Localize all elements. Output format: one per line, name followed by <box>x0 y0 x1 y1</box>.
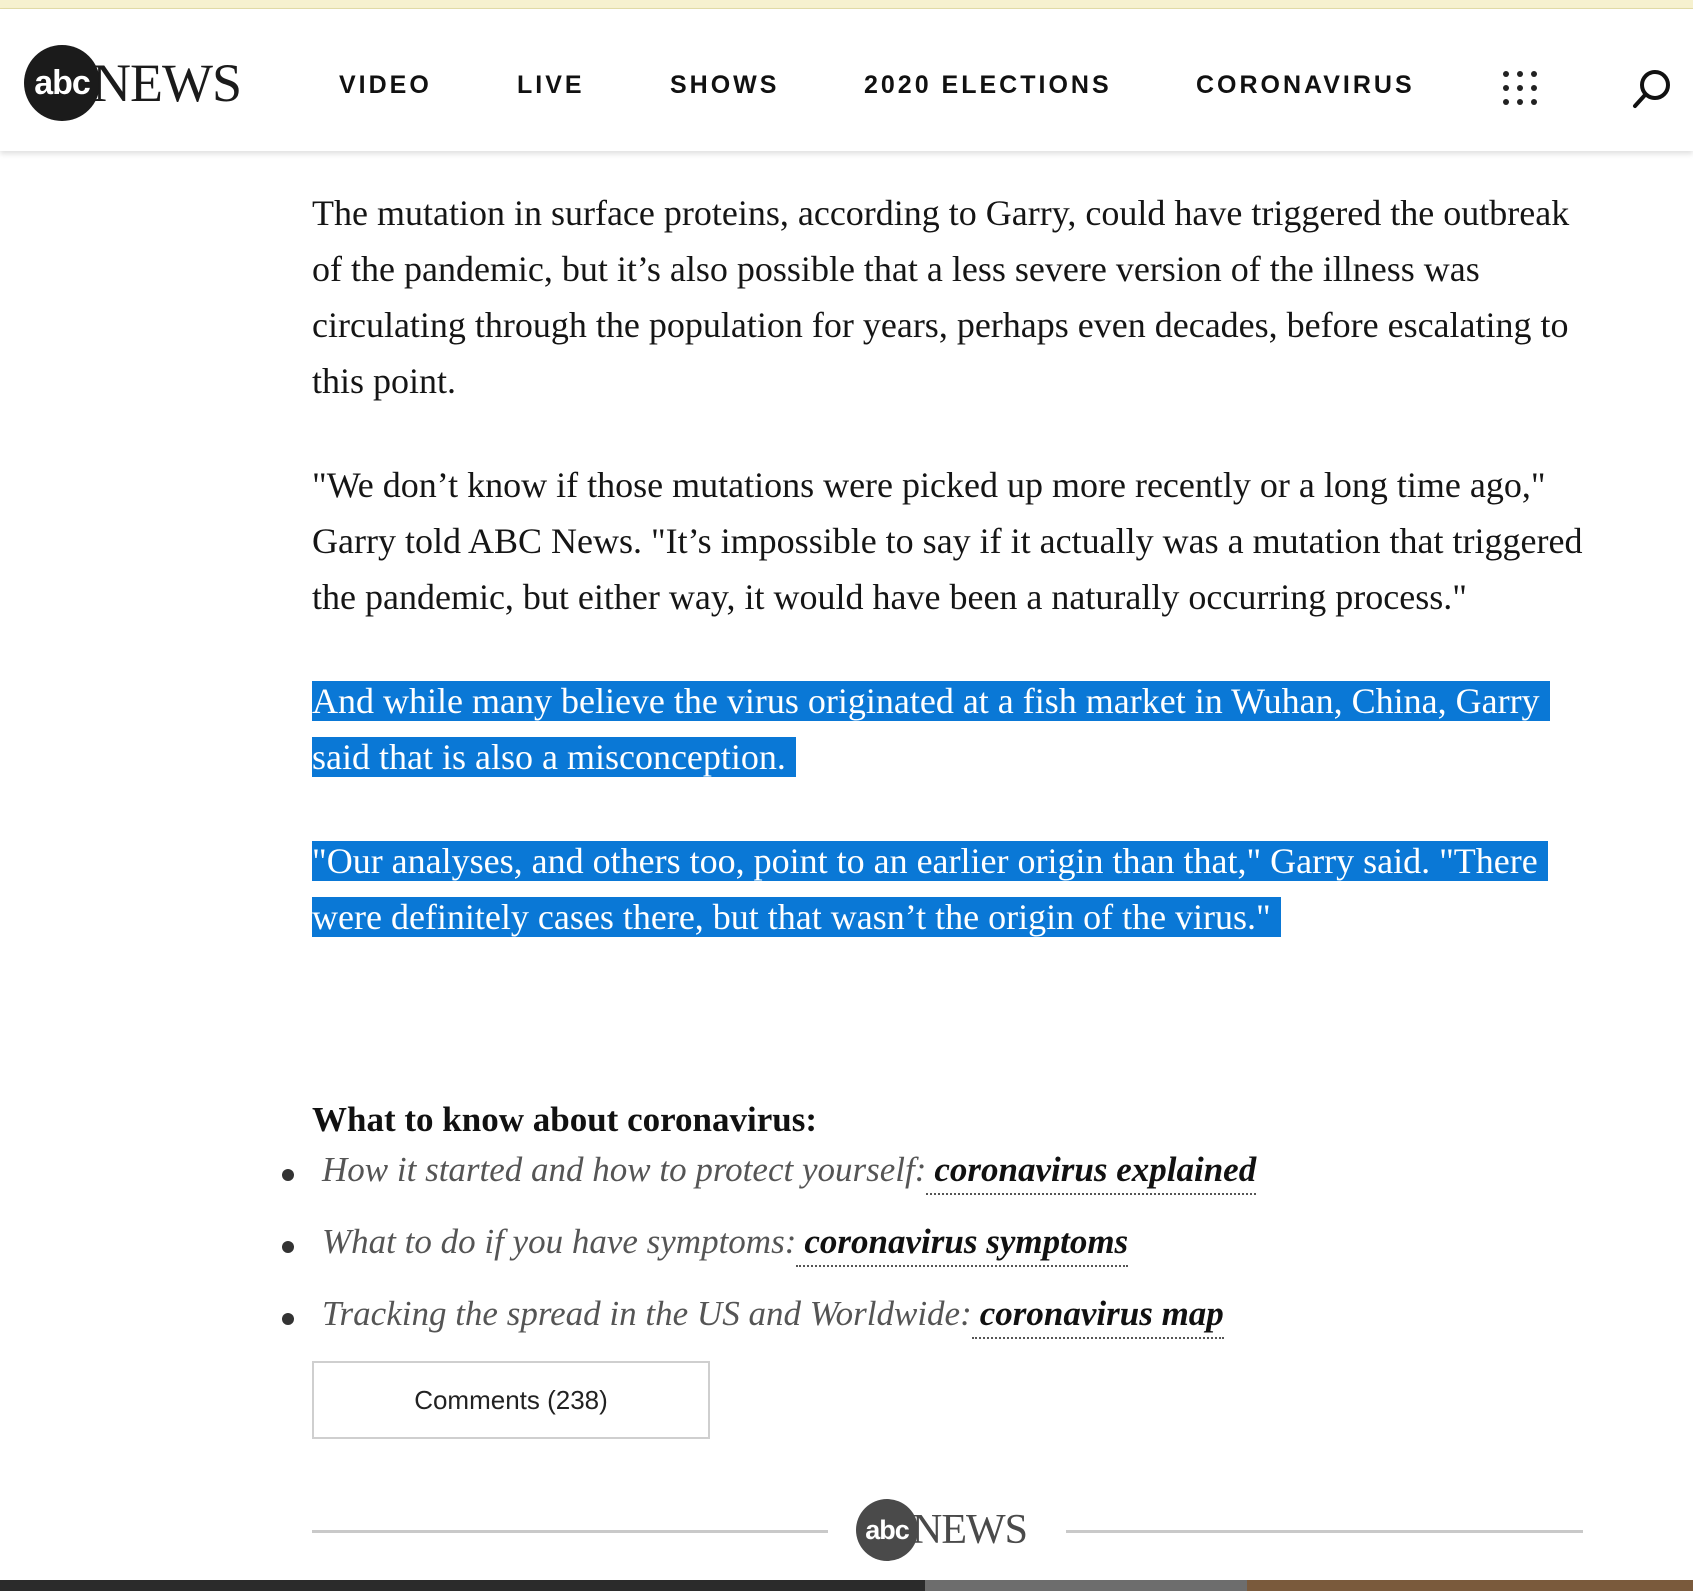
bullet-icon <box>282 1241 294 1253</box>
article-paragraph: "We don’t know if those mutations were picked up more recently or a long time ago," Garry told ABC News. "It’s impossible to say if it actually was a mutation that triggered the pandemic, but either way, it would have been a naturally occurring process." <box>312 465 1583 617</box>
bullet-icon <box>282 1313 294 1325</box>
article-body <box>312 185 1602 993</box>
comments-button[interactable]: Comments (238) <box>312 1361 710 1439</box>
news-wordmark: NEWS <box>92 53 241 113</box>
bullet-icon <box>282 1169 294 1181</box>
nav-shows[interactable]: SHOWS <box>670 71 780 99</box>
footer-abc-news-logo[interactable] <box>856 1499 1027 1561</box>
search-icon[interactable] <box>1630 67 1674 111</box>
news-wordmark: NEWS <box>912 1507 1027 1553</box>
grid-dots-icon[interactable] <box>1503 71 1537 105</box>
selected-text: And while many believe the virus originated at a fish market in Wuhan, China, Garry said that is also a misconception. <box>312 681 1550 777</box>
browser-top-strip <box>0 0 1693 9</box>
site-header <box>0 9 1693 151</box>
footer-divider-right <box>1066 1530 1583 1533</box>
nav-2020-elections[interactable]: 2020 ELECTIONS <box>864 71 1112 99</box>
footer-divider-left <box>312 1530 828 1533</box>
coronavirus-map-link[interactable]: coronavirus map <box>972 1294 1224 1339</box>
nav-coronavirus[interactable]: CORONAVIRUS <box>1196 71 1415 99</box>
article-paragraph-selected <box>312 833 1602 945</box>
know-heading: What to know about coronavirus: <box>312 1100 817 1139</box>
coronavirus-symptoms-link[interactable]: coronavirus symptoms <box>796 1222 1128 1267</box>
nav-live[interactable]: LIVE <box>517 71 585 99</box>
list-item-text: How it started and how to protect yourself: coronavirus explained <box>322 1150 1256 1190</box>
nav-video[interactable]: VIDEO <box>339 71 432 99</box>
selected-text: "Our analyses, and others too, point to an earlier origin than that," Garry said. "There were definitely cases there, but that wasn’t the origin of the virus." <box>312 841 1548 937</box>
abc-logo-circle: abc <box>24 45 100 121</box>
abc-news-logo[interactable] <box>24 44 241 122</box>
coronavirus-explained-link[interactable]: coronavirus explained <box>926 1150 1256 1195</box>
bottom-strip <box>0 1580 1693 1591</box>
article-paragraph: The mutation in surface proteins, according to Garry, could have triggered the outbreak of the pandemic, but it’s also possible that a less severe version of the illness was circulating through the population for years, perhaps even decades, before escalating to this point. <box>312 193 1570 401</box>
article-paragraph-selected <box>312 673 1602 785</box>
list-item-text: Tracking the spread in the US and Worldwide: coronavirus map <box>322 1294 1224 1334</box>
abc-logo-circle: abc <box>856 1499 918 1561</box>
list-item-text: What to do if you have symptoms: coronavirus symptoms <box>322 1222 1128 1262</box>
